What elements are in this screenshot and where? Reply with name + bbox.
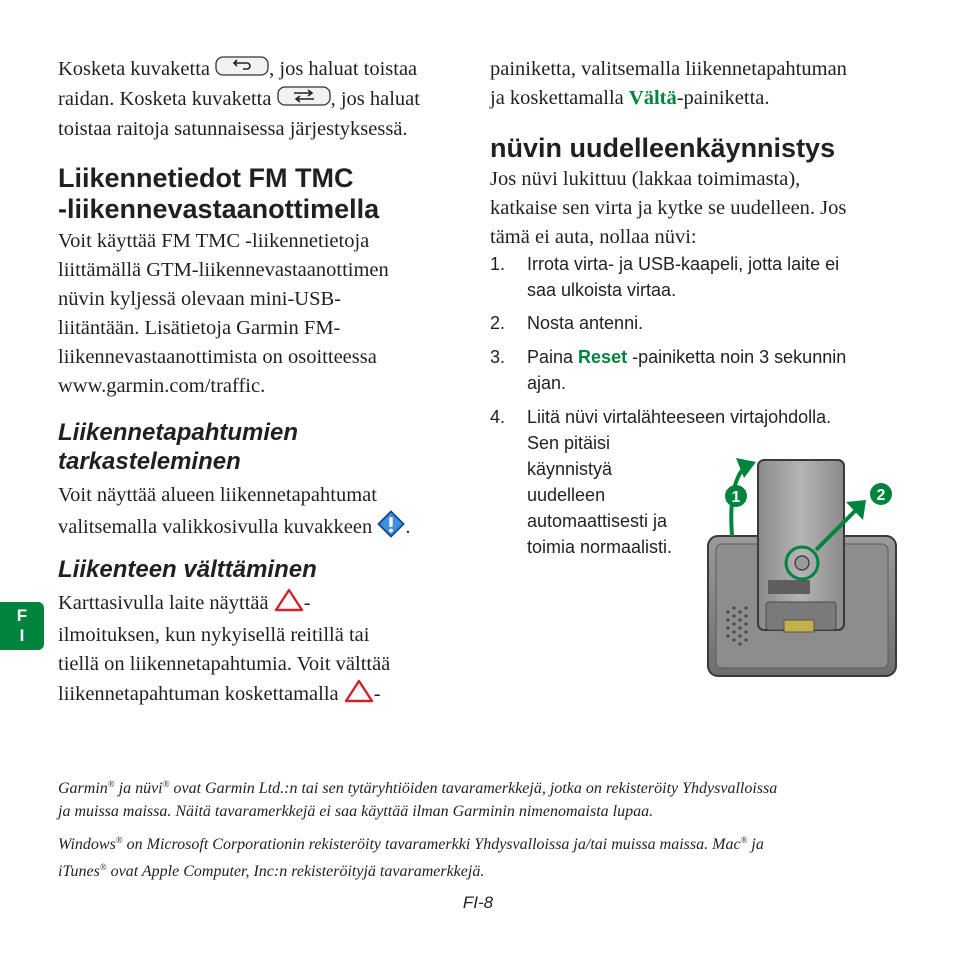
avoid-traffic-heading: Liikenteen välttäminen xyxy=(58,556,317,583)
view-events-paragraph: Voit näyttää alueen liikennetapahtumat valitsemalla valikkosivulla kuvakkeen . xyxy=(58,481,478,547)
language-tab: F I xyxy=(0,602,44,650)
callout-2-label: 2 xyxy=(876,487,886,504)
traffic-warning-icon xyxy=(344,679,374,712)
reset-button xyxy=(795,556,809,570)
traffic-warning-icon xyxy=(274,588,304,621)
callout-1-label: 1 xyxy=(731,489,741,506)
page-number: FI-8 xyxy=(462,893,494,912)
nuvi-device-figure xyxy=(706,452,898,680)
trademark-garmin: Garmin® ja nüvi® ovat Garmin Ltd.:n tai sen tytäryhtiöiden tavaramerkkejä, jotka on rekisteröity Yhdysvalloissa ja muissa maissa. Näitä tavaramerkkejä ei saa käyttää ilman Garminin nimenomaista lupaa. xyxy=(58,779,778,820)
avoid-traffic-paragraph: Karttasivulla laite näyttää - ilmoituksen, kun nykyisellä reitillä tai tiellä on liikennetapahtumia. Voit välttää liikennetapahtuman koskettamalla - xyxy=(58,588,478,712)
fm-tmc-paragraph: Voit käyttää FM TMC -liikennetietoja liittämällä GTM-liikennevastaanottimen nüvin kyljessä olevaan mini-USB- liitäntään. Lisätietoja Garmin FM- liikennevastaanottimista on osoitteessa www.garmin.com/traffic. xyxy=(58,230,389,397)
trademark-windows: Windows® on Microsoft Corporationin rekisteröity tavaramerkki Yhdysvalloissa ja/tai muissa maissa. Mac® ja iTunes® ovat Apple Computer, Inc:n rekisteröityjä tavaramerkkejä. xyxy=(58,835,764,880)
fm-tmc-heading: Liikennetiedot FM TMC -liikennevastaanottimella xyxy=(58,163,380,224)
intro-paragraph: Kosketa kuvaketta , jos haluat toistaa raidan. Kosketa kuvaketta , jos haluat toistaa raitoja satunnaisessa järjestyksessä. xyxy=(58,55,458,144)
traffic-info-icon xyxy=(377,510,405,547)
shuffle-icon xyxy=(277,86,331,115)
view-events-heading: Liikennetapahtumien tarkasteleminen xyxy=(58,419,299,475)
restart-paragraph: Jos nüvi lukittuu (lakkaa toimimasta), katkaise sen virta ja kytke se uudelleen. Jos tämä ei auta, nollaa nüvi: xyxy=(490,168,847,248)
reset-button-label: Reset xyxy=(578,347,628,367)
avoid-continuation-paragraph: painiketta, valitsemalla liikennetapahtuman ja koskettamalla Vältä-painiketta. xyxy=(490,58,847,109)
repeat-icon xyxy=(215,56,269,85)
avoid-button-label: Vältä xyxy=(628,87,677,109)
connector xyxy=(784,620,814,632)
restart-heading: nüvin uudelleenkäynnistys xyxy=(490,133,836,163)
